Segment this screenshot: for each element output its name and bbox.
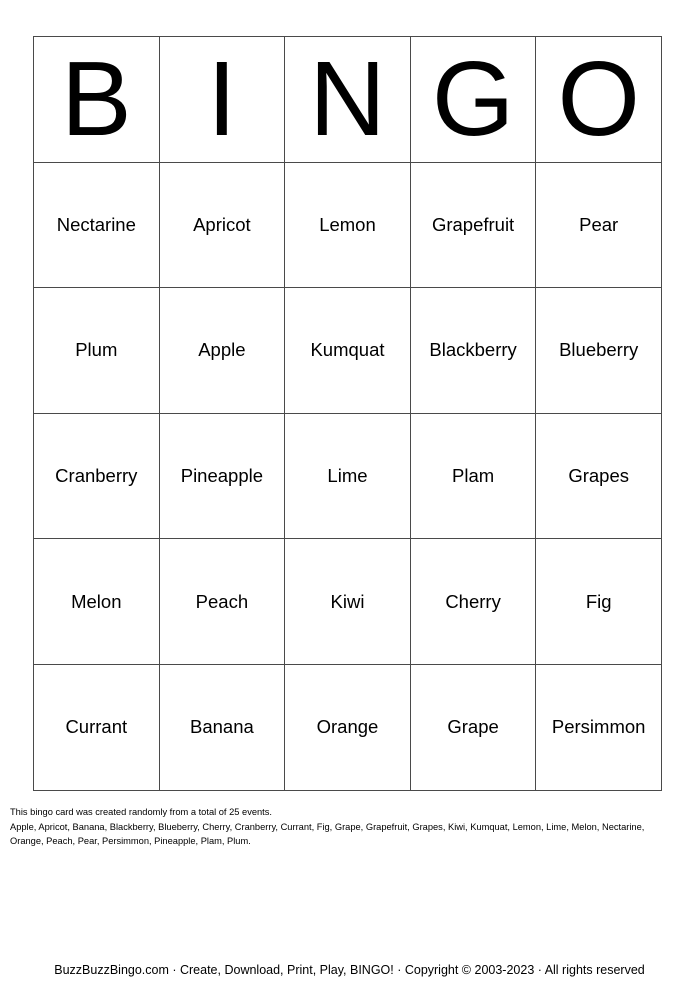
bingo-cell: Grape (410, 664, 536, 790)
bingo-cell: Apricot (159, 162, 285, 288)
notes-summary: This bingo card was created randomly from a total of 25 events. (10, 807, 272, 817)
bingo-cell: Peach (159, 539, 285, 665)
footer-credits: BuzzBuzzBingo.com · Create, Download, Print, Play, BINGO! · Copyright © 2003-2023 · All rights reserved (54, 963, 645, 977)
bingo-cell: Pear (536, 162, 662, 288)
bingo-card (33, 36, 662, 791)
bingo-cell: Kiwi (285, 539, 411, 665)
bingo-cell: Blueberry (536, 288, 662, 414)
bingo-cell: Cherry (410, 539, 536, 665)
header-row (34, 37, 662, 163)
notes-word-list-continued: Orange, Peach, Pear, Persimmon, Pineapple, Plam, Plum. (10, 836, 251, 847)
bingo-cell: Grapes (536, 413, 662, 539)
bingo-cell: Persimmon (536, 664, 662, 790)
bingo-cell: Orange (285, 664, 411, 790)
bingo-cell: Melon (34, 539, 160, 665)
bingo-cell: Kumquat (285, 288, 411, 414)
header-letter-o: O (536, 37, 662, 163)
bingo-cell: Plum (34, 288, 160, 414)
header-letter-g: G (410, 37, 536, 163)
bingo-cell: Currant (34, 664, 160, 790)
card-notes (10, 805, 670, 849)
bingo-cell: Cranberry (34, 413, 160, 539)
card-row (34, 413, 662, 539)
bingo-cell: Plam (410, 413, 536, 539)
header-letter-i: I (159, 37, 285, 163)
card-row (34, 539, 662, 665)
bingo-cell: Lemon (285, 162, 411, 288)
header-letter-n: N (285, 37, 411, 163)
notes-word-list: Apple, Apricot, Banana, Blackberry, Blueberry, Cherry, Cranberry, Currant, Fig, Grape, Grapefruit, Grapes, Kiwi, Kumquat, Lemon, Lime, Melon, Nectarine, (10, 821, 645, 832)
bingo-cell: Pineapple (159, 413, 285, 539)
header-letter-b: B (34, 37, 160, 163)
bingo-cell: Nectarine (34, 162, 160, 288)
bingo-cell: Fig (536, 539, 662, 665)
card-row (34, 664, 662, 790)
bingo-cell: Banana (159, 664, 285, 790)
bingo-cell: Blackberry (410, 288, 536, 414)
bingo-cell: Lime (285, 413, 411, 539)
card-row (34, 288, 662, 414)
bingo-cell: Grapefruit (410, 162, 536, 288)
bingo-cell: Apple (159, 288, 285, 414)
card-row (34, 162, 662, 288)
